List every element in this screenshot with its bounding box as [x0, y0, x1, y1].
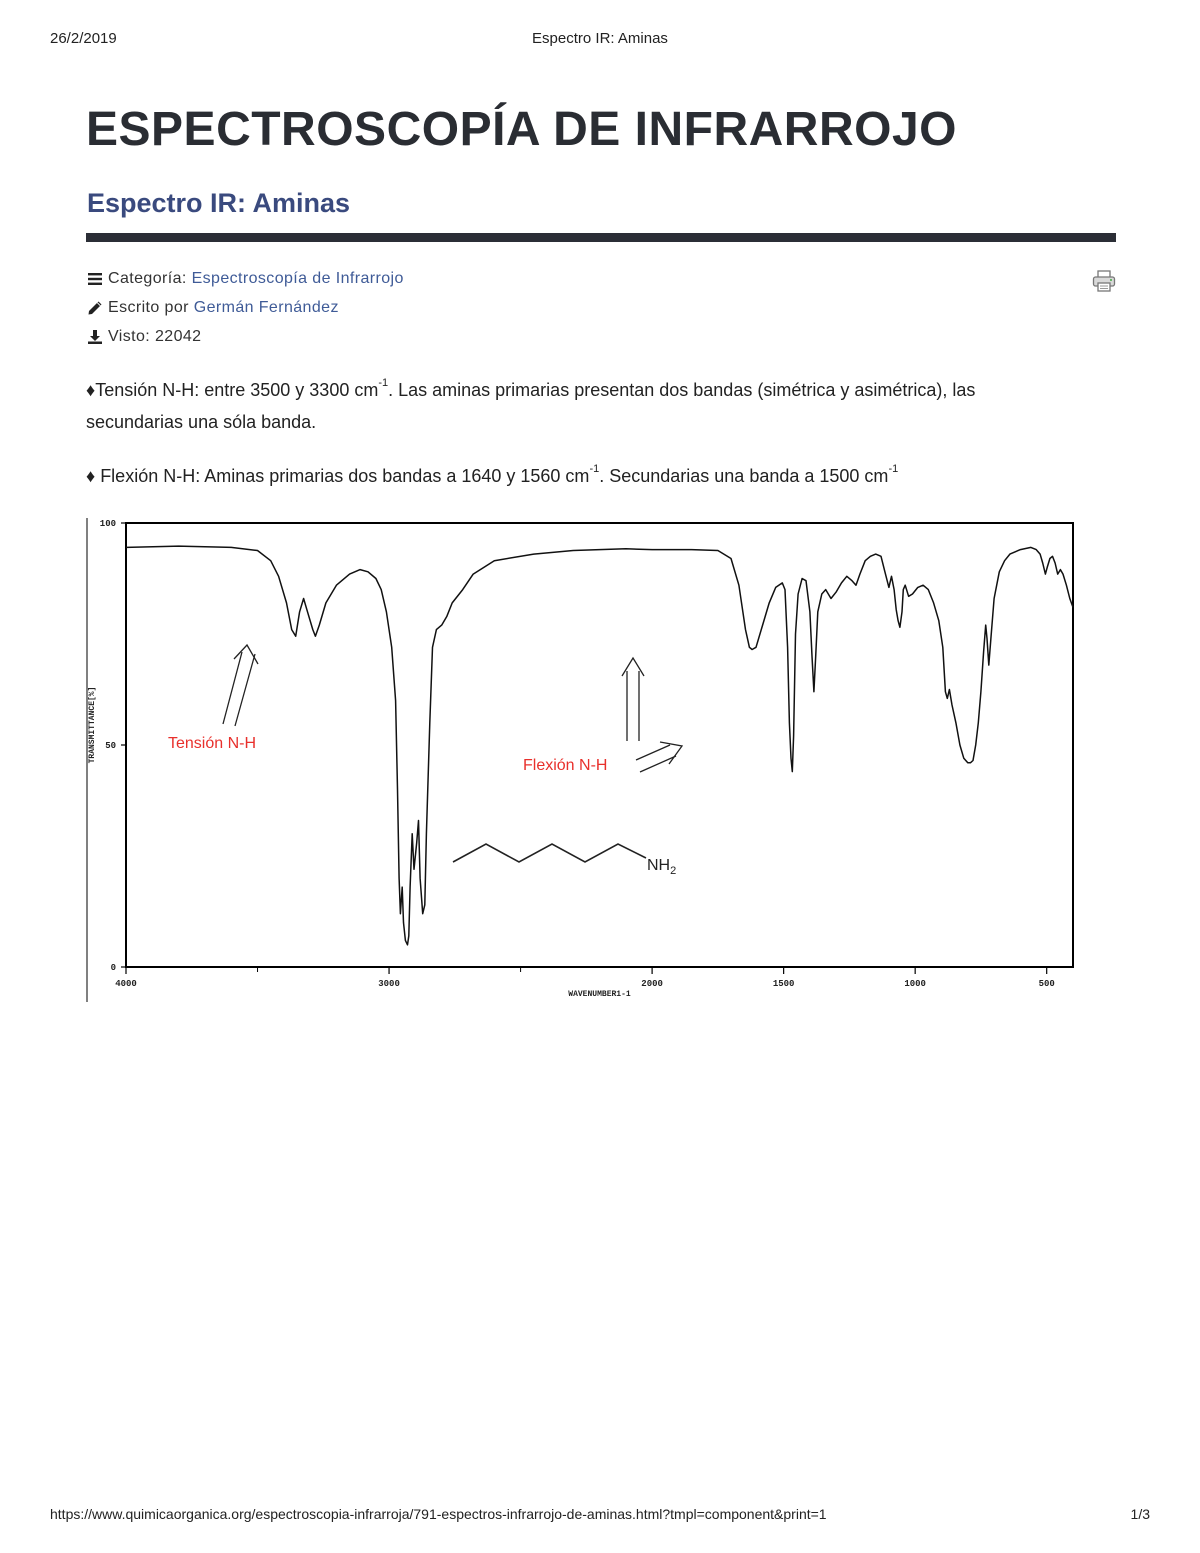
tension-arrow-icon [223, 645, 258, 726]
plot-frame [126, 523, 1073, 967]
x-tick-label: 3000 [378, 979, 400, 989]
author-link[interactable]: Germán Fernández [193, 299, 339, 316]
paragraph-nh-bend: ♦ Flexión N-H: Aminas primarias dos bandas a 1640 y 1560 $cm^{-1}$. Secundarias una banda a 1500 $cm^{-1}$ [86, 463, 899, 486]
ir-spectrum-chart [86, 510, 1086, 1010]
y-tick-label: 0 [110, 963, 116, 973]
meta-category [86, 270, 404, 288]
pencil-icon [86, 300, 104, 316]
footer-url: https://www.quimicaorganica.org/espectroscopia-infrarroja/791-espectros-infrarrojo-de-aminas.html?tmpl=component&print=1 [50, 1506, 827, 1522]
x-axis-label: WAVENUMBER1-1 [568, 990, 631, 999]
print-page-title: Espectro IR: Aminas [532, 30, 668, 47]
flexion-arrow-up-icon [622, 658, 644, 741]
list-icon [86, 272, 104, 286]
printer-icon[interactable] [1092, 270, 1116, 292]
meta-views [86, 328, 201, 346]
author-label: Escrito por [108, 299, 194, 316]
flexion-arrow-right-icon [636, 742, 682, 772]
spectrum-line [126, 546, 1073, 945]
page-number: 1/3 [1130, 1506, 1150, 1522]
annotation-label: Flexión N-H [523, 757, 608, 774]
bullet-diamond-icon: ♦ [86, 380, 96, 400]
views-count: Visto: 22042 [108, 328, 202, 345]
category-label: Categoría: [108, 270, 192, 287]
x-tick-label: 2000 [641, 979, 663, 989]
print-date: 26/2/2019 [50, 30, 117, 47]
page-title: ESPECTROSCOPÍA DE INFRARROJO [86, 103, 957, 156]
article-title: Espectro IR: Aminas [87, 188, 351, 218]
nh2-label: $NH_2$ [647, 857, 677, 877]
x-tick-label: 1500 [772, 979, 795, 989]
hexylamine-structure [453, 844, 646, 862]
x-tick-label: 500 [1038, 979, 1055, 989]
bullet-diamond-icon: ♦ [86, 466, 96, 486]
paragraph-nh-stretch: ♦Tensión N-H: entre 3500 y 3300 $cm^{-1}$. Las aminas primarias presentan dos bandas (simétrica y asimétrica), las secundarias una sóla banda. [86, 377, 976, 432]
x-tick-label: 1000 [904, 979, 926, 989]
download-icon [86, 329, 104, 345]
y-tick-label: 50 [105, 741, 116, 751]
annotation-label: Tensión N-H [168, 735, 257, 752]
title-divider [86, 233, 1116, 242]
y-tick-label: 100 [99, 519, 116, 529]
meta-author [86, 299, 339, 317]
x-tick-label: 4000 [115, 979, 137, 989]
y-axis-label: TRANSMITTANCE[%] [88, 686, 97, 764]
category-link[interactable]: Espectroscopía de Infrarrojo [191, 270, 404, 287]
